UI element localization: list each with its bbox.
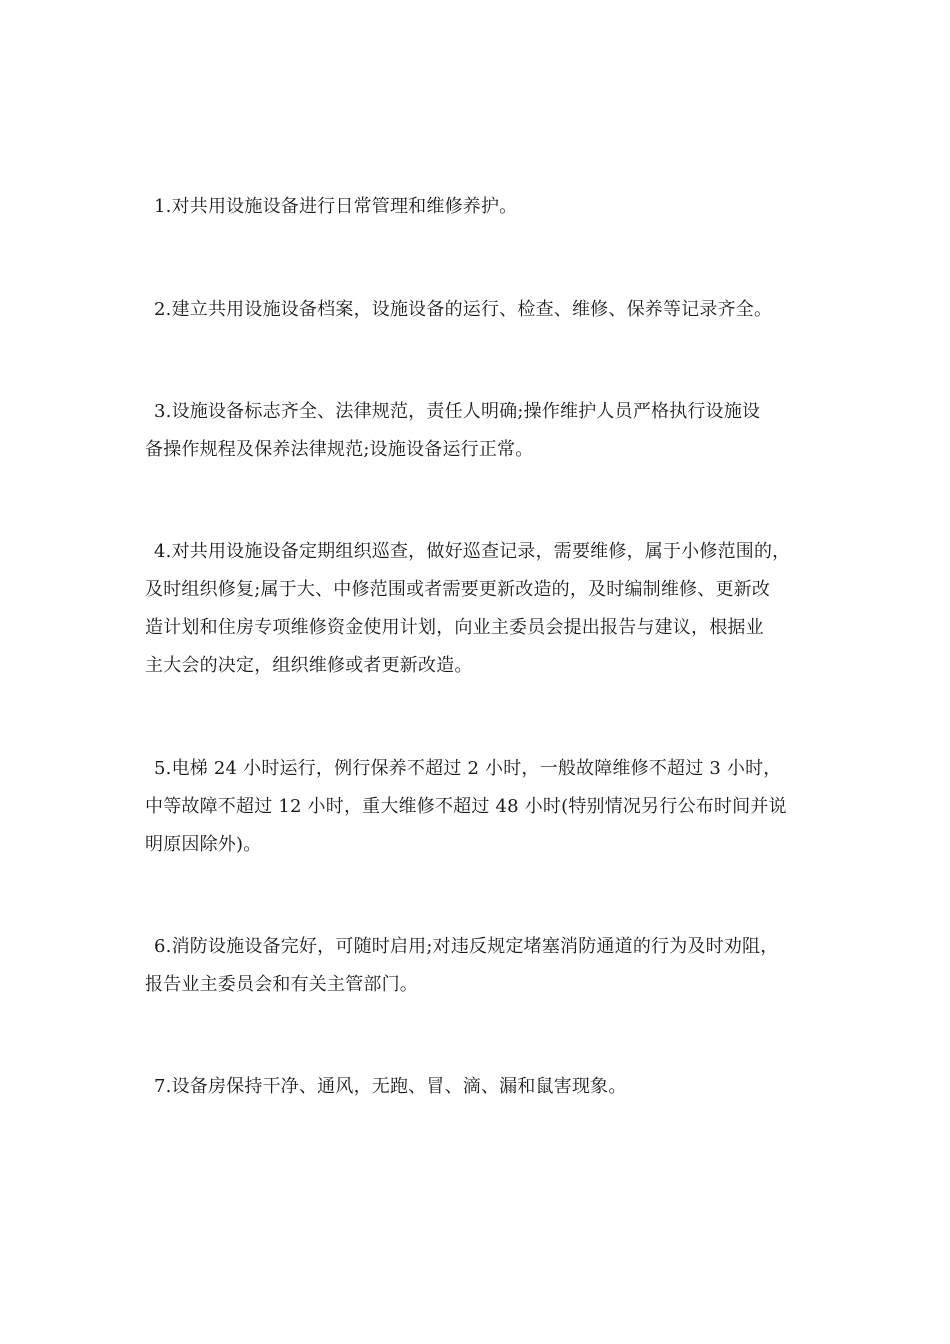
clause-6 bbox=[145, 928, 825, 1004]
clause-7-line-1: 7.设备房保持干净、通风，无跑、冒、滴、漏和鼠害现象。 bbox=[154, 1076, 627, 1097]
clause-3-line-2: 备操作规程及保养法律规范;设施设备运行正常。 bbox=[145, 439, 534, 460]
clause-5-line-2: 中等故障不超过 12 小时，重大维修不超过 48 小时(特别情况另行公布时间并说 bbox=[145, 796, 787, 817]
clause-6-line-2: 报告业主委员会和有关主管部门。 bbox=[145, 974, 418, 995]
clause-2-line-1: 2.建立共用设施设备档案，设施设备的运行、检查、维修、保养等记录齐全。 bbox=[154, 299, 773, 320]
clause-7 bbox=[145, 1068, 825, 1106]
clause-6-line-1: 6.消防设施设备完好，可随时启用;对违反规定堵塞消防通道的行为及时劝阻， bbox=[154, 936, 779, 957]
clause-4-line-4: 主大会的决定，组织维修或者更新改造。 bbox=[145, 655, 473, 676]
clause-4-line-1: 4.对共用设施设备定期组织巡查，做好巡查记录，需要维修，属于小修范围的， bbox=[154, 541, 791, 562]
clause-3-line-1: 3.设施设备标志齐全、法律规范，责任人明确;操作维护人员严格执行设施设 bbox=[154, 401, 761, 422]
clause-5 bbox=[145, 750, 825, 864]
clause-3 bbox=[145, 393, 825, 469]
clause-4-line-2: 及时组织修复;属于大、中修范围或者需要更新改造的，及时编制维修、更新改 bbox=[145, 579, 771, 600]
clause-4 bbox=[145, 533, 825, 685]
clause-1-line-1: 1.对共用设施设备进行日常管理和维修养护。 bbox=[154, 196, 518, 217]
clause-4-line-3: 造计划和住房专项维修资金使用计划，向业主委员会提出报告与建议，根据业 bbox=[145, 617, 764, 638]
clause-5-line-1: 5.电梯 24 小时运行，例行保养不超过 2 小时，一般故障维修不超过 3 小时， bbox=[154, 758, 782, 779]
clause-5-line-3: 明原因除外)。 bbox=[145, 834, 262, 855]
clause-1 bbox=[145, 188, 825, 226]
clause-2 bbox=[145, 291, 825, 329]
